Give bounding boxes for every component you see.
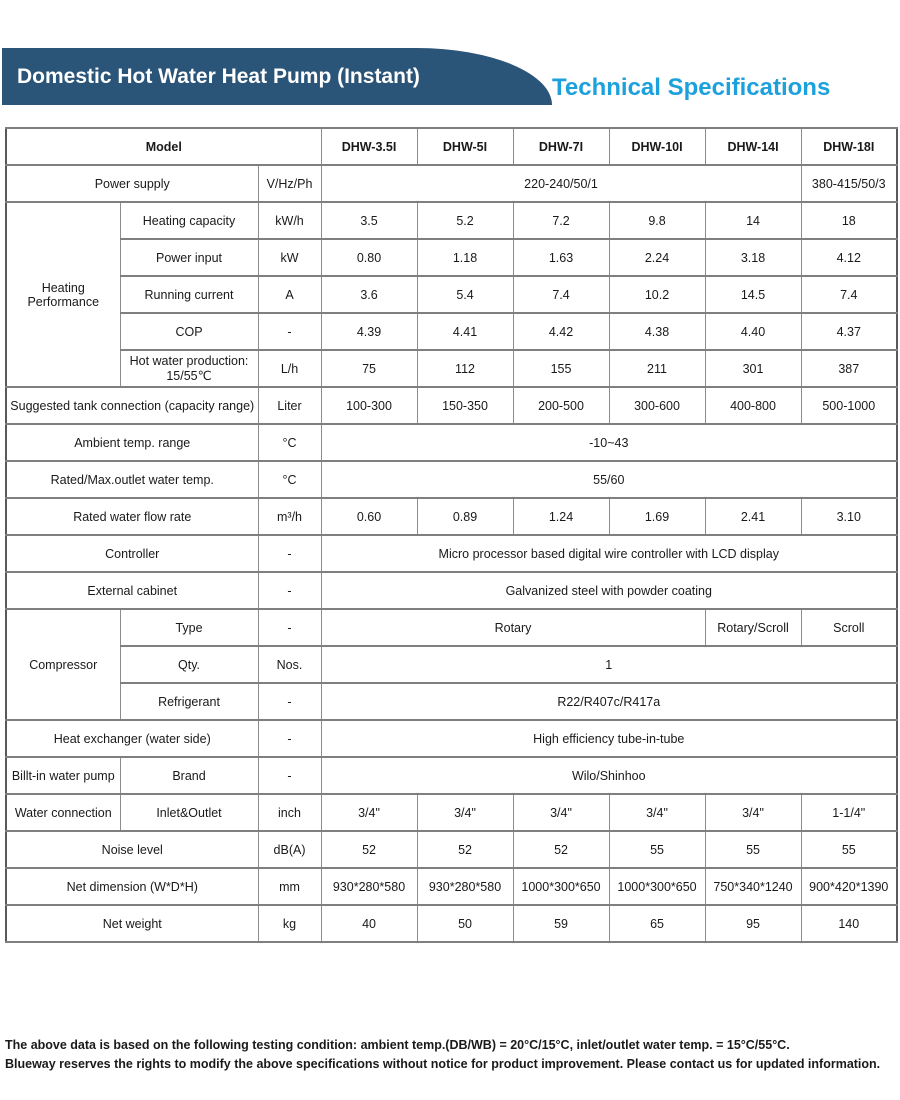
unit-cell: m³/h [258, 498, 321, 535]
value-cell: 3.18 [705, 239, 801, 276]
unit-cell: - [258, 572, 321, 609]
column-header: DHW-10I [609, 128, 705, 165]
column-header: Model [6, 128, 321, 165]
sub-label: Brand [120, 757, 258, 794]
group-label: Heating Performance [6, 202, 120, 387]
value-cell: 220-240/50/1 [321, 165, 801, 202]
value-cell: Micro processor based digital wire controller with LCD display [321, 535, 897, 572]
value-cell: 52 [321, 831, 417, 868]
row-label: Power supply [6, 165, 258, 202]
row-label: Net dimension (W*D*H) [6, 868, 258, 905]
value-cell: 1.63 [513, 239, 609, 276]
value-cell: 55/60 [321, 461, 897, 498]
value-cell: 5.2 [417, 202, 513, 239]
value-cell: 387 [801, 350, 897, 387]
column-header: DHW-3.5I [321, 128, 417, 165]
value-cell: 59 [513, 905, 609, 942]
column-header: DHW-5I [417, 128, 513, 165]
value-cell: 750*340*1240 [705, 868, 801, 905]
unit-cell: kW/h [258, 202, 321, 239]
unit-cell: A [258, 276, 321, 313]
footer-note [5, 1036, 895, 1074]
value-cell: 52 [417, 831, 513, 868]
row-label: Rated/Max.outlet water temp. [6, 461, 258, 498]
value-cell: 155 [513, 350, 609, 387]
footer-line-2: Blueway reserves the rights to modify the above specifications without notice for product improvement. Please contact us for updated information. [5, 1056, 881, 1071]
row-label: Noise level [6, 831, 258, 868]
unit-cell: - [258, 683, 321, 720]
value-cell: 3.10 [801, 498, 897, 535]
value-cell: 55 [801, 831, 897, 868]
value-cell: Scroll [801, 609, 897, 646]
value-cell: 1 [321, 646, 897, 683]
column-header: DHW-14I [705, 128, 801, 165]
section-title: Technical Specifications [552, 74, 831, 101]
spec-table [5, 127, 898, 943]
column-header: DHW-7I [513, 128, 609, 165]
sub-label: Qty. [120, 646, 258, 683]
unit-cell: kg [258, 905, 321, 942]
value-cell: 3/4" [417, 794, 513, 831]
value-cell: 2.24 [609, 239, 705, 276]
value-cell: 2.41 [705, 498, 801, 535]
value-cell: 1.24 [513, 498, 609, 535]
row-label: Ambient temp. range [6, 424, 258, 461]
unit-cell: °C [258, 424, 321, 461]
value-cell: 1000*300*650 [609, 868, 705, 905]
value-cell: 75 [321, 350, 417, 387]
unit-cell: - [258, 535, 321, 572]
unit-cell: Liter [258, 387, 321, 424]
value-cell: 900*420*1390 [801, 868, 897, 905]
value-cell: Rotary [321, 609, 705, 646]
unit-cell: Nos. [258, 646, 321, 683]
unit-cell: V/Hz/Ph [258, 165, 321, 202]
value-cell: 4.40 [705, 313, 801, 350]
value-cell: 112 [417, 350, 513, 387]
value-cell: 18 [801, 202, 897, 239]
value-cell: 1000*300*650 [513, 868, 609, 905]
title-banner [2, 48, 552, 105]
value-cell: 95 [705, 905, 801, 942]
row-label: Rated water flow rate [6, 498, 258, 535]
unit-cell: kW [258, 239, 321, 276]
unit-cell: - [258, 757, 321, 794]
row-label: Controller [6, 535, 258, 572]
value-cell: 200-500 [513, 387, 609, 424]
unit-cell: inch [258, 794, 321, 831]
sub-label: Power input [120, 239, 258, 276]
value-cell: 55 [705, 831, 801, 868]
value-cell: 380-415/50/3 [801, 165, 897, 202]
value-cell: 4.39 [321, 313, 417, 350]
value-cell: 7.4 [513, 276, 609, 313]
value-cell: 1.69 [609, 498, 705, 535]
sub-label: Running current [120, 276, 258, 313]
value-cell: -10~43 [321, 424, 897, 461]
value-cell: 301 [705, 350, 801, 387]
value-cell: 150-350 [417, 387, 513, 424]
value-cell: 3/4" [321, 794, 417, 831]
value-cell: 930*280*580 [321, 868, 417, 905]
value-cell: 500-1000 [801, 387, 897, 424]
value-cell: 4.41 [417, 313, 513, 350]
value-cell: 40 [321, 905, 417, 942]
value-cell: 7.4 [801, 276, 897, 313]
value-cell: 5.4 [417, 276, 513, 313]
value-cell: 300-600 [609, 387, 705, 424]
value-cell: 930*280*580 [417, 868, 513, 905]
value-cell: 55 [609, 831, 705, 868]
value-cell: 1-1/4" [801, 794, 897, 831]
value-cell: 4.38 [609, 313, 705, 350]
value-cell: 4.42 [513, 313, 609, 350]
footer-line-1: The above data is based on the following testing condition: ambient temp.(DB/WB) = 20°C/15°C, inlet/outlet water temp. = 15°C/55°C. [5, 1038, 790, 1052]
row-label: Net weight [6, 905, 258, 942]
banner-title: Domestic Hot Water Heat Pump (Instant) [17, 65, 420, 88]
unit-cell: - [258, 313, 321, 350]
unit-cell: °C [258, 461, 321, 498]
value-cell: 400-800 [705, 387, 801, 424]
sub-label: Refrigerant [120, 683, 258, 720]
value-cell: 50 [417, 905, 513, 942]
value-cell: 7.2 [513, 202, 609, 239]
value-cell: 3.6 [321, 276, 417, 313]
column-header: DHW-18I [801, 128, 897, 165]
value-cell: 1.18 [417, 239, 513, 276]
value-cell: Wilo/Shinhoo [321, 757, 897, 794]
row-label: Billt-in water pump [6, 757, 120, 794]
row-label: External cabinet [6, 572, 258, 609]
value-cell: 211 [609, 350, 705, 387]
sub-label: Heating capacity [120, 202, 258, 239]
value-cell: 100-300 [321, 387, 417, 424]
value-cell: 3/4" [609, 794, 705, 831]
row-label: Heat exchanger (water side) [6, 720, 258, 757]
unit-cell: - [258, 720, 321, 757]
value-cell: 10.2 [609, 276, 705, 313]
value-cell: 65 [609, 905, 705, 942]
row-label: Suggested tank connection (capacity range) [6, 387, 258, 424]
value-cell: 14.5 [705, 276, 801, 313]
value-cell: 0.80 [321, 239, 417, 276]
value-cell: 14 [705, 202, 801, 239]
unit-cell: mm [258, 868, 321, 905]
sub-label: COP [120, 313, 258, 350]
value-cell: 3/4" [513, 794, 609, 831]
unit-cell: dB(A) [258, 831, 321, 868]
value-cell: 3/4" [705, 794, 801, 831]
value-cell: 4.12 [801, 239, 897, 276]
value-cell: 52 [513, 831, 609, 868]
value-cell: R22/R407c/R417a [321, 683, 897, 720]
value-cell: Galvanized steel with powder coating [321, 572, 897, 609]
sub-label: Hot water production: 15/55℃ [120, 350, 258, 387]
value-cell: 0.89 [417, 498, 513, 535]
value-cell: High efficiency tube-in-tube [321, 720, 897, 757]
value-cell: 9.8 [609, 202, 705, 239]
value-cell: 3.5 [321, 202, 417, 239]
sub-label: Type [120, 609, 258, 646]
value-cell: 4.37 [801, 313, 897, 350]
value-cell: 0.60 [321, 498, 417, 535]
group-label: Compressor [6, 609, 120, 720]
value-cell: 140 [801, 905, 897, 942]
sub-label: Inlet&Outlet [120, 794, 258, 831]
unit-cell: L/h [258, 350, 321, 387]
row-label: Water connection [6, 794, 120, 831]
unit-cell: - [258, 609, 321, 646]
value-cell: Rotary/Scroll [705, 609, 801, 646]
